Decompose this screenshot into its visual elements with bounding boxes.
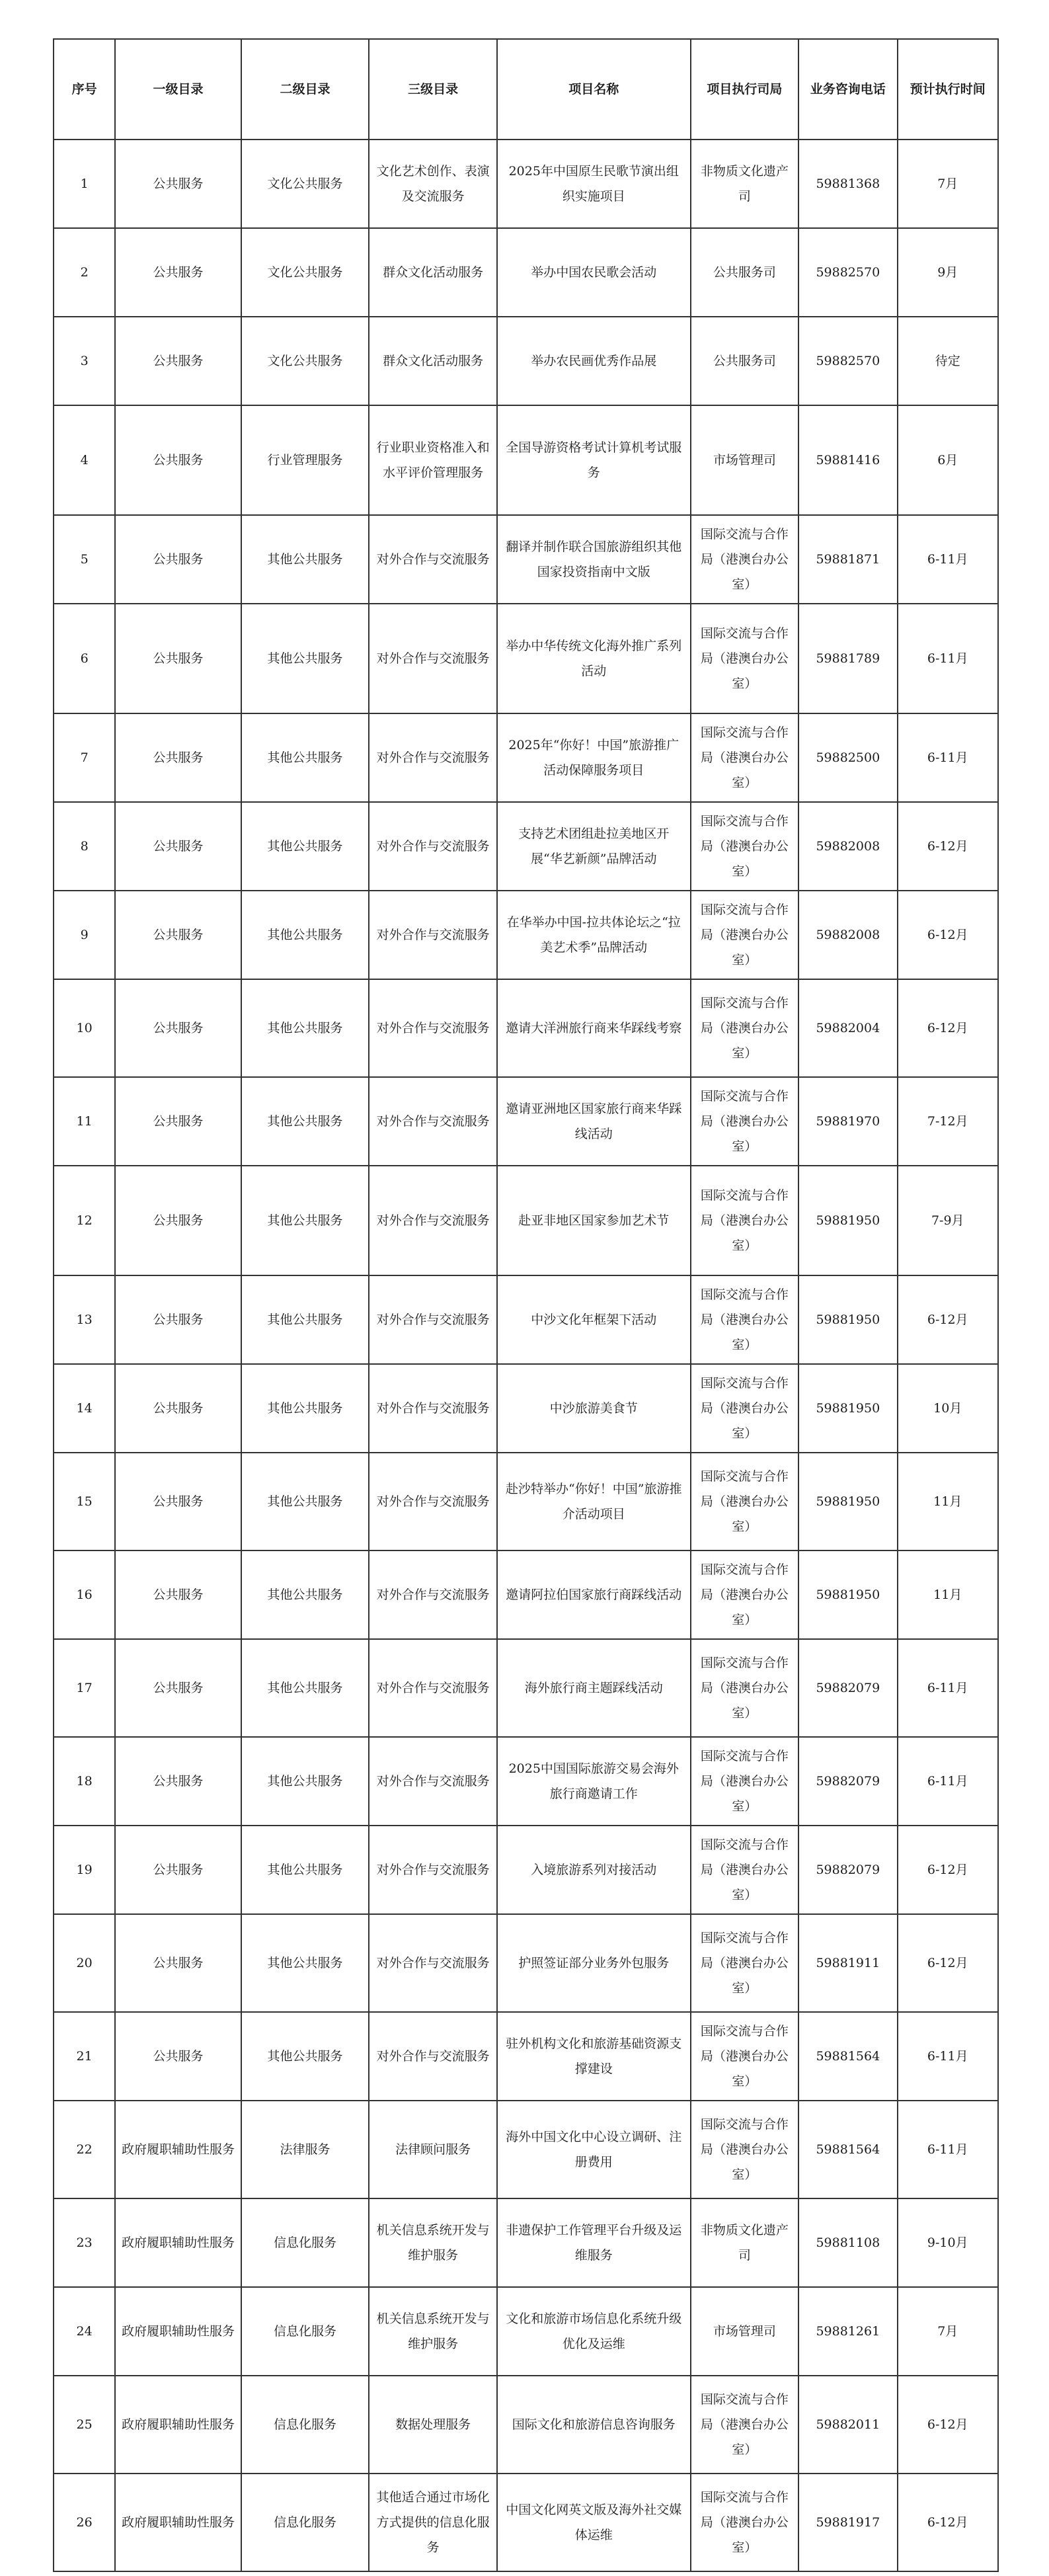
cell-level2: 其他公共服务 (241, 1166, 369, 1275)
cell-level2: 其他公共服务 (241, 1453, 369, 1550)
cell-level1: 公共服务 (115, 1737, 241, 1826)
cell-department: 国际交流与合作局（港澳台办公室） (691, 1826, 798, 1914)
cell-index: 24 (54, 2287, 115, 2376)
cell-project-name: 驻外机构文化和旅游基础资源支撑建设 (497, 2012, 691, 2101)
cell-project-name: 翻译并制作联合国旅游组织其他国家投资指南中文版 (497, 515, 691, 604)
col-header-schedule: 预计执行时间 (898, 39, 998, 140)
cell-level1: 政府履职辅助性服务 (115, 2474, 241, 2571)
cell-phone: 59881950 (798, 1275, 897, 1364)
cell-level2: 信息化服务 (241, 2474, 369, 2571)
cell-phone: 59881950 (798, 1550, 897, 1639)
cell-phone: 59882008 (798, 891, 897, 979)
cell-phone: 59882570 (798, 228, 897, 317)
col-header-level3: 三级目录 (369, 39, 497, 140)
cell-index: 25 (54, 2376, 115, 2474)
cell-level3: 对外合作与交流服务 (369, 1737, 497, 1826)
cell-project-name: 在华举办中国-拉共体论坛之“拉美艺术季”品牌活动 (497, 891, 691, 979)
cell-department: 国际交流与合作局（港澳台办公室） (691, 1737, 798, 1826)
cell-level2: 文化公共服务 (241, 140, 369, 228)
cell-project-name: 护照签证部分业务外包服务 (497, 1914, 691, 2012)
cell-level3: 群众文化活动服务 (369, 317, 497, 405)
cell-level2: 信息化服务 (241, 2198, 369, 2287)
cell-department: 市场管理司 (691, 405, 798, 515)
table-row (54, 604, 998, 713)
cell-level1: 公共服务 (115, 713, 241, 802)
cell-project-name: 全国导游资格考试计算机考试服务 (497, 405, 691, 515)
cell-project-name: 举办中华传统文化海外推广系列活动 (497, 604, 691, 713)
cell-project-name: 2025年“你好！中国”旅游推广活动保障服务项目 (497, 713, 691, 802)
cell-schedule: 6-11月 (898, 2101, 998, 2198)
cell-phone: 59881911 (798, 1914, 897, 2012)
table-row (54, 2474, 998, 2571)
table-row (54, 1639, 998, 1737)
table-row (54, 1364, 998, 1453)
cell-index: 14 (54, 1364, 115, 1453)
cell-phone: 59881950 (798, 1364, 897, 1453)
cell-project-name: 2025中国国际旅游交易会海外旅行商邀请工作 (497, 1737, 691, 1826)
cell-schedule: 7-12月 (898, 1077, 998, 1166)
cell-schedule: 6-11月 (898, 604, 998, 713)
cell-schedule: 6月 (898, 405, 998, 515)
cell-level3: 机关信息系统开发与维护服务 (369, 2198, 497, 2287)
cell-department: 国际交流与合作局（港澳台办公室） (691, 515, 798, 604)
cell-schedule: 9月 (898, 228, 998, 317)
cell-project-name: 文化和旅游市场信息化系统升级优化及运维 (497, 2287, 691, 2376)
cell-project-name: 中国文化网英文版及海外社交媒体运维 (497, 2474, 691, 2571)
cell-index: 19 (54, 1826, 115, 1914)
cell-level3: 对外合作与交流服务 (369, 1453, 497, 1550)
cell-level3: 对外合作与交流服务 (369, 1914, 497, 2012)
table-row (54, 2198, 998, 2287)
cell-level3: 对外合作与交流服务 (369, 1166, 497, 1275)
cell-department: 国际交流与合作局（港澳台办公室） (691, 1166, 798, 1275)
cell-phone: 59881970 (798, 1077, 897, 1166)
cell-phone: 59881564 (798, 2012, 897, 2101)
cell-schedule: 7-9月 (898, 1166, 998, 1275)
cell-level3: 对外合作与交流服务 (369, 1550, 497, 1639)
cell-level3: 群众文化活动服务 (369, 228, 497, 317)
cell-index: 16 (54, 1550, 115, 1639)
cell-schedule: 6-11月 (898, 1639, 998, 1737)
cell-schedule: 6-12月 (898, 979, 998, 1077)
cell-phone: 59881564 (798, 2101, 897, 2198)
cell-level3: 数据处理服务 (369, 2376, 497, 2474)
cell-phone: 59881789 (798, 604, 897, 713)
cell-project-name: 海外旅行商主题踩线活动 (497, 1639, 691, 1737)
cell-level2: 其他公共服务 (241, 1364, 369, 1453)
table-row (54, 1550, 998, 1639)
cell-level1: 公共服务 (115, 1550, 241, 1639)
cell-department: 国际交流与合作局（港澳台办公室） (691, 604, 798, 713)
cell-level2: 行业管理服务 (241, 405, 369, 515)
cell-level2: 其他公共服务 (241, 1077, 369, 1166)
cell-index: 11 (54, 1077, 115, 1166)
col-header-index: 序号 (54, 39, 115, 140)
table-row (54, 515, 998, 604)
cell-level2: 信息化服务 (241, 2376, 369, 2474)
cell-schedule: 6-12月 (898, 1914, 998, 2012)
cell-index: 13 (54, 1275, 115, 1364)
cell-department: 国际交流与合作局（港澳台办公室） (691, 2012, 798, 2101)
cell-index: 1 (54, 140, 115, 228)
cell-level1: 公共服务 (115, 1826, 241, 1914)
table-row (54, 1737, 998, 1826)
table-row (54, 1077, 998, 1166)
cell-level1: 政府履职辅助性服务 (115, 2101, 241, 2198)
cell-level1: 公共服务 (115, 1364, 241, 1453)
cell-level3: 对外合作与交流服务 (369, 1077, 497, 1166)
cell-level2: 其他公共服务 (241, 1737, 369, 1826)
col-header-level1: 一级目录 (115, 39, 241, 140)
cell-level2: 其他公共服务 (241, 1826, 369, 1914)
cell-level3: 行业职业资格准入和水平评价管理服务 (369, 405, 497, 515)
cell-level2: 其他公共服务 (241, 1550, 369, 1639)
cell-phone: 59881871 (798, 515, 897, 604)
cell-project-name: 入境旅游系列对接活动 (497, 1826, 691, 1914)
cell-level2: 信息化服务 (241, 2287, 369, 2376)
cell-level3: 其他适合通过市场化方式提供的信息化服务 (369, 2474, 497, 2571)
cell-index: 17 (54, 1639, 115, 1737)
cell-phone: 59881950 (798, 1453, 897, 1550)
cell-level1: 政府履职辅助性服务 (115, 2376, 241, 2474)
table-row (54, 228, 998, 317)
cell-phone: 59882079 (798, 1639, 897, 1737)
cell-index: 23 (54, 2198, 115, 2287)
cell-schedule: 6-12月 (898, 1275, 998, 1364)
cell-department: 非物质文化遗产司 (691, 2198, 798, 2287)
cell-schedule: 6-12月 (898, 891, 998, 979)
cell-level3: 对外合作与交流服务 (369, 1275, 497, 1364)
cell-index: 20 (54, 1914, 115, 2012)
table-row (54, 979, 998, 1077)
cell-phone: 59881108 (798, 2198, 897, 2287)
cell-level3: 对外合作与交流服务 (369, 604, 497, 713)
cell-schedule: 9-10月 (898, 2198, 998, 2287)
cell-department: 国际交流与合作局（港澳台办公室） (691, 1364, 798, 1453)
table-body (54, 140, 998, 2571)
cell-department: 国际交流与合作局（港澳台办公室） (691, 2474, 798, 2571)
cell-department: 国际交流与合作局（港澳台办公室） (691, 891, 798, 979)
cell-phone: 59882079 (798, 1737, 897, 1826)
cell-phone: 59882004 (798, 979, 897, 1077)
cell-schedule: 6-12月 (898, 802, 998, 891)
cell-project-name: 支持艺术团组赴拉美地区开展“华艺新颜”品牌活动 (497, 802, 691, 891)
cell-department: 国际交流与合作局（港澳台办公室） (691, 802, 798, 891)
cell-level3: 对外合作与交流服务 (369, 2012, 497, 2101)
table-row (54, 1914, 998, 2012)
cell-schedule: 待定 (898, 317, 998, 405)
cell-department: 国际交流与合作局（港澳台办公室） (691, 1453, 798, 1550)
table-row (54, 317, 998, 405)
cell-department: 国际交流与合作局（港澳台办公室） (691, 2376, 798, 2474)
cell-phone: 59882570 (798, 317, 897, 405)
cell-level3: 对外合作与交流服务 (369, 979, 497, 1077)
cell-level1: 政府履职辅助性服务 (115, 2287, 241, 2376)
project-table (53, 38, 999, 2572)
cell-index: 10 (54, 979, 115, 1077)
cell-level2: 其他公共服务 (241, 1914, 369, 2012)
table-row (54, 802, 998, 891)
cell-level3: 对外合作与交流服务 (369, 802, 497, 891)
cell-department: 国际交流与合作局（港澳台办公室） (691, 1077, 798, 1166)
cell-level1: 公共服务 (115, 140, 241, 228)
cell-project-name: 举办农民画优秀作品展 (497, 317, 691, 405)
cell-department: 国际交流与合作局（港澳台办公室） (691, 713, 798, 802)
cell-schedule: 6-11月 (898, 1737, 998, 1826)
cell-index: 5 (54, 515, 115, 604)
col-header-level2: 二级目录 (241, 39, 369, 140)
cell-level1: 公共服务 (115, 1453, 241, 1550)
cell-project-name: 国际文化和旅游信息咨询服务 (497, 2376, 691, 2474)
col-header-project-name: 项目名称 (497, 39, 691, 140)
cell-department: 市场管理司 (691, 2287, 798, 2376)
cell-phone: 59882008 (798, 802, 897, 891)
table-row (54, 2287, 998, 2376)
cell-schedule: 6-11月 (898, 713, 998, 802)
table-row (54, 2012, 998, 2101)
table-row (54, 140, 998, 228)
cell-level2: 其他公共服务 (241, 802, 369, 891)
cell-department: 国际交流与合作局（港澳台办公室） (691, 1550, 798, 1639)
cell-level1: 公共服务 (115, 1914, 241, 2012)
cell-level3: 对外合作与交流服务 (369, 515, 497, 604)
cell-level1: 公共服务 (115, 1077, 241, 1166)
cell-level3: 对外合作与交流服务 (369, 891, 497, 979)
cell-schedule: 7月 (898, 140, 998, 228)
cell-index: 2 (54, 228, 115, 317)
cell-level2: 其他公共服务 (241, 1639, 369, 1737)
cell-level1: 公共服务 (115, 1166, 241, 1275)
header-row (54, 39, 998, 140)
cell-level1: 公共服务 (115, 979, 241, 1077)
cell-department: 公共服务司 (691, 317, 798, 405)
cell-level1: 公共服务 (115, 405, 241, 515)
cell-index: 18 (54, 1737, 115, 1826)
cell-project-name: 赴沙特举办“你好！中国”旅游推介活动项目 (497, 1453, 691, 1550)
cell-index: 9 (54, 891, 115, 979)
cell-level1: 公共服务 (115, 802, 241, 891)
cell-level2: 其他公共服务 (241, 713, 369, 802)
table-row (54, 1166, 998, 1275)
cell-department: 国际交流与合作局（港澳台办公室） (691, 1639, 798, 1737)
cell-phone: 59882079 (798, 1826, 897, 1914)
cell-phone: 59881917 (798, 2474, 897, 2571)
cell-schedule: 6-12月 (898, 2376, 998, 2474)
table-row (54, 405, 998, 515)
cell-level1: 公共服务 (115, 1639, 241, 1737)
cell-index: 26 (54, 2474, 115, 2571)
cell-phone: 59881950 (798, 1166, 897, 1275)
cell-schedule: 10月 (898, 1364, 998, 1453)
cell-schedule: 6-12月 (898, 1826, 998, 1914)
cell-index: 6 (54, 604, 115, 713)
cell-level1: 公共服务 (115, 604, 241, 713)
col-header-phone: 业务咨询电话 (798, 39, 897, 140)
cell-level3: 法律顾问服务 (369, 2101, 497, 2198)
cell-level3: 对外合作与交流服务 (369, 1639, 497, 1737)
cell-level3: 对外合作与交流服务 (369, 713, 497, 802)
cell-index: 3 (54, 317, 115, 405)
table-row (54, 2376, 998, 2474)
table-row (54, 891, 998, 979)
cell-department: 非物质文化遗产司 (691, 140, 798, 228)
cell-index: 4 (54, 405, 115, 515)
cell-project-name: 邀请阿拉伯国家旅行商踩线活动 (497, 1550, 691, 1639)
table-row (54, 2101, 998, 2198)
cell-level2: 其他公共服务 (241, 891, 369, 979)
cell-project-name: 非遗保护工作管理平台升级及运维服务 (497, 2198, 691, 2287)
cell-level2: 法律服务 (241, 2101, 369, 2198)
cell-phone: 59881368 (798, 140, 897, 228)
table-row (54, 1826, 998, 1914)
cell-schedule: 6-11月 (898, 2012, 998, 2101)
cell-project-name: 举办中国农民歌会活动 (497, 228, 691, 317)
cell-department: 国际交流与合作局（港澳台办公室） (691, 979, 798, 1077)
cell-level2: 其他公共服务 (241, 604, 369, 713)
col-header-department: 项目执行司局 (691, 39, 798, 140)
cell-level2: 其他公共服务 (241, 1275, 369, 1364)
cell-project-name: 中沙旅游美食节 (497, 1364, 691, 1453)
table-row (54, 713, 998, 802)
table-row (54, 1275, 998, 1364)
cell-level2: 其他公共服务 (241, 515, 369, 604)
cell-index: 15 (54, 1453, 115, 1550)
cell-level1: 公共服务 (115, 317, 241, 405)
cell-phone: 59882500 (798, 713, 897, 802)
cell-project-name: 邀请大洋洲旅行商来华踩线考察 (497, 979, 691, 1077)
cell-schedule: 11月 (898, 1453, 998, 1550)
cell-level2: 文化公共服务 (241, 228, 369, 317)
cell-project-name: 中沙文化年框架下活动 (497, 1275, 691, 1364)
cell-phone: 59882011 (798, 2376, 897, 2474)
cell-index: 8 (54, 802, 115, 891)
cell-project-name: 2025年中国原生民歌节演出组织实施项目 (497, 140, 691, 228)
cell-level1: 公共服务 (115, 1275, 241, 1364)
cell-schedule: 6-12月 (898, 2474, 998, 2571)
cell-level1: 公共服务 (115, 515, 241, 604)
cell-index: 21 (54, 2012, 115, 2101)
table-row (54, 1453, 998, 1550)
cell-level1: 公共服务 (115, 891, 241, 979)
cell-project-name: 邀请亚洲地区国家旅行商来华踩线活动 (497, 1077, 691, 1166)
cell-level3: 对外合作与交流服务 (369, 1826, 497, 1914)
cell-level1: 政府履职辅助性服务 (115, 2198, 241, 2287)
cell-level2: 其他公共服务 (241, 979, 369, 1077)
cell-index: 12 (54, 1166, 115, 1275)
cell-level3: 机关信息系统开发与维护服务 (369, 2287, 497, 2376)
cell-department: 公共服务司 (691, 228, 798, 317)
cell-schedule: 11月 (898, 1550, 998, 1639)
cell-project-name: 海外中国文化中心设立调研、注册费用 (497, 2101, 691, 2198)
cell-department: 国际交流与合作局（港澳台办公室） (691, 1914, 798, 2012)
cell-level2: 其他公共服务 (241, 2012, 369, 2101)
cell-level1: 公共服务 (115, 228, 241, 317)
cell-level2: 文化公共服务 (241, 317, 369, 405)
cell-index: 22 (54, 2101, 115, 2198)
cell-phone: 59881261 (798, 2287, 897, 2376)
cell-index: 7 (54, 713, 115, 802)
cell-level3: 对外合作与交流服务 (369, 1364, 497, 1453)
cell-department: 国际交流与合作局（港澳台办公室） (691, 1275, 798, 1364)
cell-schedule: 7月 (898, 2287, 998, 2376)
cell-level3: 文化艺术创作、表演及交流服务 (369, 140, 497, 228)
cell-project-name: 赴亚非地区国家参加艺术节 (497, 1166, 691, 1275)
cell-level1: 公共服务 (115, 2012, 241, 2101)
cell-phone: 59881416 (798, 405, 897, 515)
cell-schedule: 6-11月 (898, 515, 998, 604)
cell-department: 国际交流与合作局（港澳台办公室） (691, 2101, 798, 2198)
